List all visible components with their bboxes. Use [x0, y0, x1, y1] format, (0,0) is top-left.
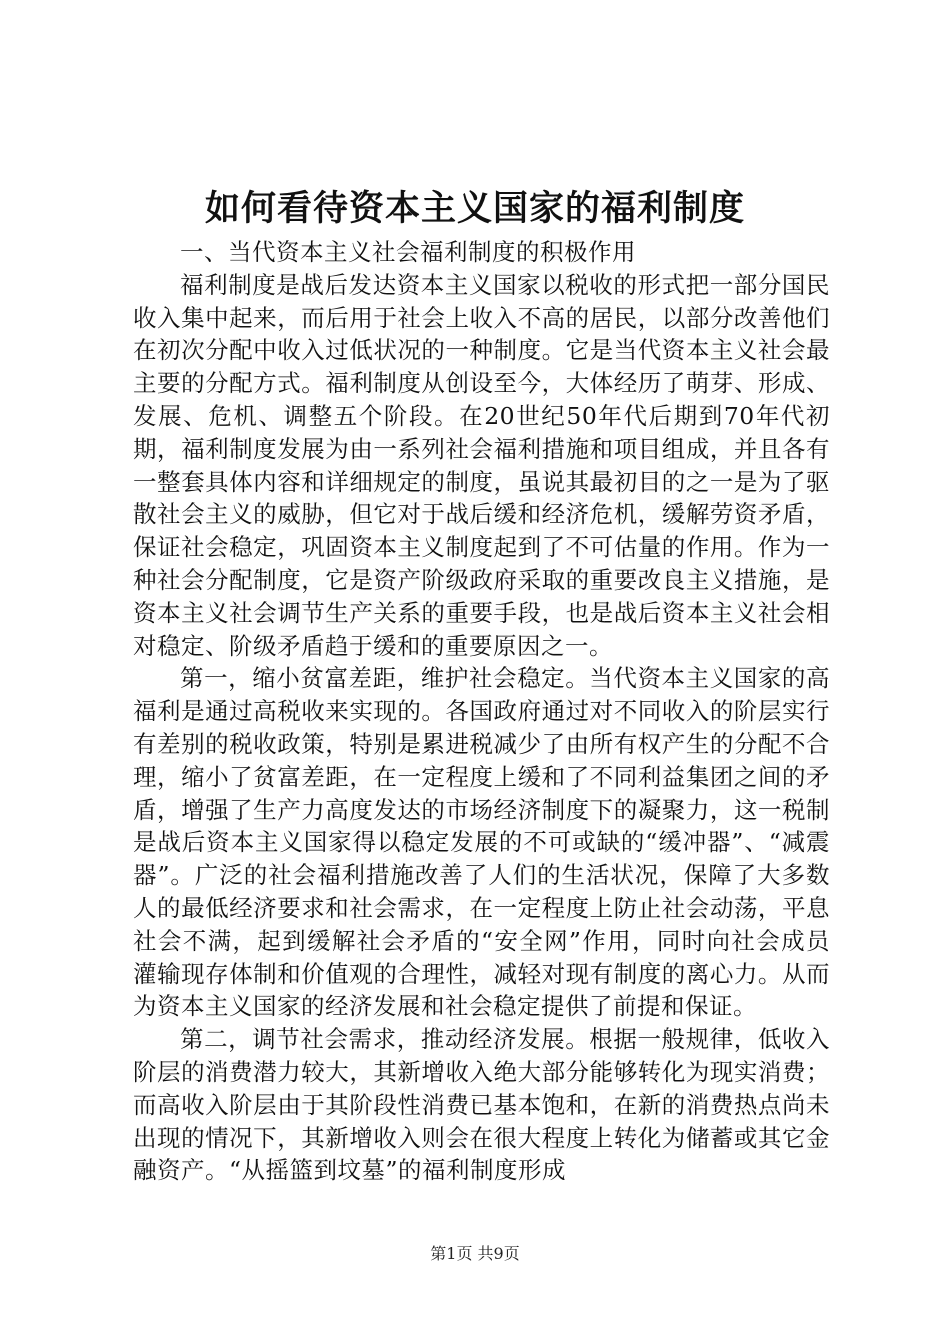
document-title: 如何看待资本主义国家的福利制度: [204, 188, 745, 229]
paragraph: 第一，缩小贫富差距，维护社会稳定。当代资本主义国家的高福利是通过高税收来实现的。各国政府通过对不同收入的阶层实行有差别的税收政策，特别是累进税减少了由所有权产生的分配不合理，缩小了贫富差距，在一定程度上缓和了不同利益集团之间的矛盾，增强了生产力高度发达的市场经济制度下的凝聚力，这一税制是战后资本主义国家得以稳定发展的不可或缺的“缓冲器”、“减震器”。广泛的社会福利措施改善了人们的生活状况，保障了大多数人的最低经济要求和社会需求，在一定程度上防止社会动荡，平息社会不满，起到缓解社会矛盾的“安全网”作用，同时向社会成员灌输现存体制和价值观的合理性，减轻对现有制度的离心力。从而为资本主义国家的经济发展和社会稳定提供了前提和保证。: [133, 664, 830, 1021]
page-number-footer: 第1页 共9页: [430, 1244, 520, 1263]
paragraph: 第二，调节社会需求，推动经济发展。根据一般规律，低收入阶层的消费潜力较大，其新增收入绝大部分能够转化为现实消费；而高收入阶层由于其阶段性消费已基本饱和，在新的消费热点尚未出现的情况下，其新增收入则会在很大程度上转化为储蓄或其它金融资产。“从摇篮到坟墓”的福利制度形成: [133, 1025, 830, 1185]
document-body: [133, 236, 830, 1187]
section-heading: 一、当代资本主义社会福利制度的积极作用: [180, 238, 636, 266]
paragraph: 福利制度是战后发达资本主义国家以税收的形式把一部分国民收入集中起来，而后用于社会上收入不高的居民，以部分改善他们在初次分配中收入过低状况的一种制度。它是当代资本主义社会最主要的分配方式。福利制度从创设至今，大体经历了萌芽、形成、发展、危机、调整五个阶段。在20世纪50年代后期到70年代初期，福利制度发展为由一系列社会福利措施和项目组成，并且各有一整套具体内容和详细规定的制度，虽说其最初目的之一是为了驱散社会主义的威胁，但它对于战后缓和经济危机，缓解劳资矛盾，保证社会稳定，巩固资本主义制度起到了不可估量的作用。作为一种社会分配制度，它是资产阶级政府采取的重要改良主义措施，是资本主义社会调节生产关系的重要手段，也是战后资本主义社会相对稳定、阶级矛盾趋于缓和的重要原因之一。: [133, 270, 830, 660]
